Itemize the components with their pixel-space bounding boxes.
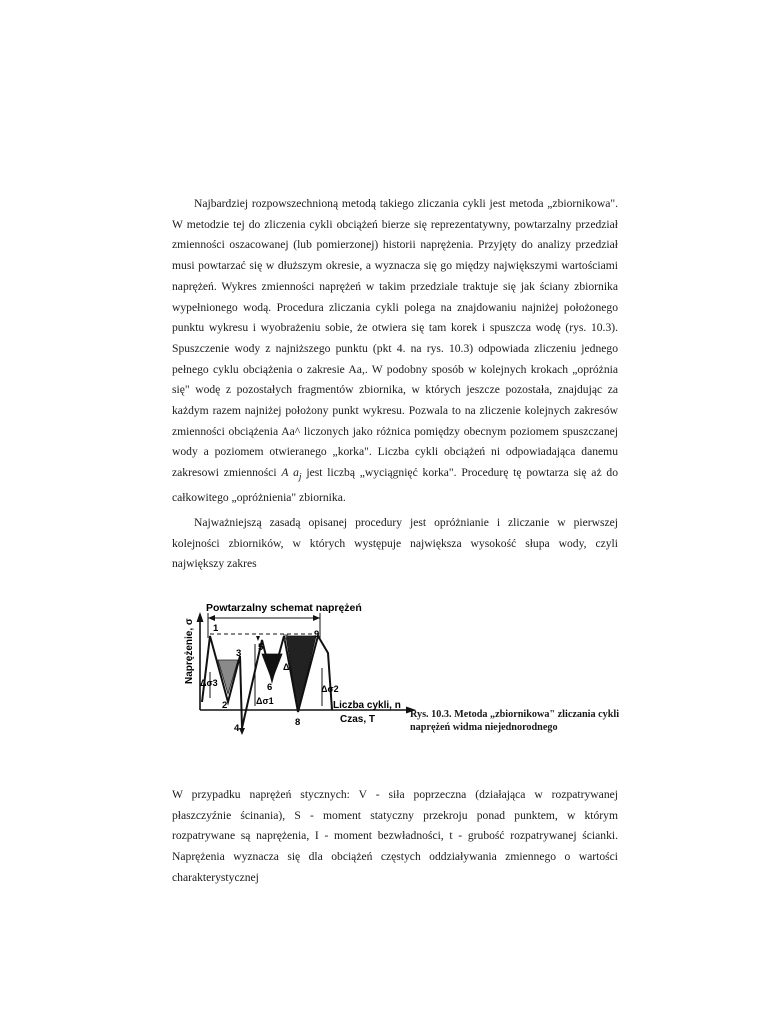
paragraph-shear-stress: W przypadku naprężeń stycznych: V - siła poprzeczna (działająca w rozpatrywanej płaszczyźnie ścinania), S - moment statyczny przekroju ponad punktem, w którym rozpatrywane są naprężenia, I - moment bezwładności, t - grubość rozpatrywanej ścianki. Naprężenia wyznacza się dla obciążeń częstych oddziaływania zmiennego o wartości charakterystycznej <box>172 788 618 884</box>
point-label-1: 1 <box>213 623 219 634</box>
point-4-arrowhead <box>239 728 245 735</box>
delta-sigma-3-label: Δσ3 <box>200 678 218 688</box>
time-label: Czas, T <box>340 714 376 725</box>
y-axis-label: Naprężenie, σ <box>184 618 195 684</box>
figure-title: Powtarzalny schemat naprężeń <box>206 602 362 614</box>
point-label-6: 6 <box>267 682 273 693</box>
y-axis-arrow <box>197 612 204 622</box>
delta-sigma-2-label: Δσ2 <box>321 684 339 694</box>
span-arrow-right <box>313 615 320 621</box>
paragraph-procedure-rule: Najważniejszą zasadą opisanej procedury jest opróżnianie i zliczanie w pierwszej kolejności zbiorników, w których występuje największa wysokość słupa wody, czyli największy zakres <box>172 516 618 571</box>
point-label-4: 4 <box>234 723 240 734</box>
water-level-marker <box>256 636 260 641</box>
point-label-5: 5 <box>258 642 264 653</box>
point-label-9: 9 <box>314 629 320 640</box>
paragraph-text-tail: jest liczbą „wyciągnięć korka". Procedurę tę powtarza się aż do całkowitego „opróżnienia" zbiornika. <box>172 466 618 505</box>
point-label-3: 3 <box>236 648 242 659</box>
figure-caption <box>410 708 625 734</box>
delta-label-inner: Δ <box>283 662 290 672</box>
span-arrow-left <box>208 615 215 621</box>
point-label-8: 8 <box>295 717 301 728</box>
point-label-7: 7 <box>283 633 289 644</box>
figure-caption-line-2: naprężeń widma niejednorodnego <box>410 722 558 733</box>
figure-caption-line-1: Rys. 10.3. Metoda „zbiornikowa" zliczania cykli <box>410 709 620 720</box>
delta-sigma-1-label: Δσ1 <box>256 696 274 706</box>
x-axis-label: Liczba cykli, n <box>333 700 401 711</box>
delta-sigma-symbol: A $a_j$ <box>281 466 302 483</box>
paragraph-text: Najbardziej rozpowszechnioną metodą takiego zliczania cykli jest metoda „zbiornikowa". W metodzie tej do zliczenia cykli obciążeń bierze się reprezentatywny, powtarzalny przedział zmienności oszacowanej (lub pomierzonej) historii naprężenia. Przyjęty do analizy przedział musi powtarzać się w dłuższym okresie, a wyznacza się go między największymi wartościami naprężeń. Wykres zmienności naprężeń w takim przedziale traktuje się jak ściany zbiornika wypełnionego wodą. Procedura zliczania cykli polega na znajdowaniu najniżej położonego punktu wykresu i wyobrażeniu sobie, że otwiera się tam korek i spuszcza wodę (rys. 10.3). Spuszczenie wody z najniższego punktu (pkt 4. na rys. 10.3) odpowiada zliczeniu jednego pełnego cyklu obciążenia o zakresie Aa,. W podobny sposób w kolejnych krokach „opróżnia się" wodę z pozostałych fragmentów zbiornika, w których jeszcze pozostała, znajdując za każdym razem najniżej położony punkt wykresu. Pozwala to na zliczenie kolejnych zakresów zmienności obciążenia Aa^ liczonych jako różnica pomiędzy obecnym poziomem spuszczanej wody a poziomem otwieranego „korka". Liczba cykli obciążeń ni odpowiadająca danemu zakresowi zmienności <box>172 197 618 480</box>
paragraph-rainflow-method <box>172 194 618 509</box>
point-label-2: 2 <box>222 700 228 711</box>
